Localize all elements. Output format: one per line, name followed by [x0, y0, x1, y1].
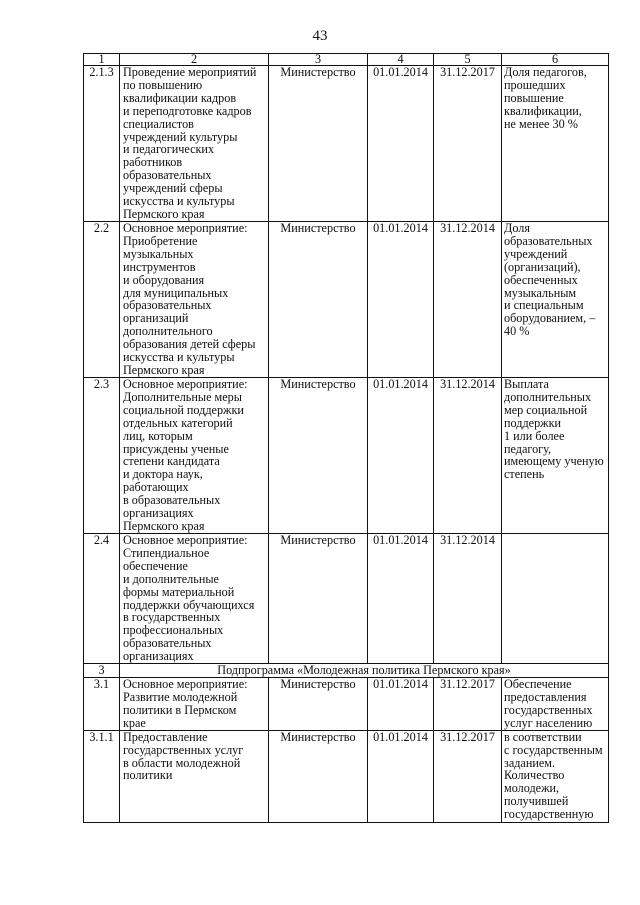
row-number: 2.4 [84, 534, 120, 664]
row-number: 3 [84, 664, 120, 678]
table-row [84, 678, 609, 731]
text-line: Дополнительные меры [123, 389, 242, 404]
indicator [502, 378, 609, 534]
executor: Министерство [269, 66, 368, 222]
text-line: Проведение мероприятий [123, 65, 257, 79]
text-line: дополнительного [123, 324, 213, 339]
text-line: и педагогических [123, 142, 215, 157]
text-line: 1 или более [504, 428, 565, 443]
executor: Министерство [269, 730, 368, 822]
text-line: искусства и культуры [123, 194, 235, 209]
text-line: организаций [123, 311, 189, 326]
activity-name [120, 378, 269, 534]
text-line: и специальным [504, 298, 584, 313]
indicator [502, 678, 609, 731]
text-line: Пермского края [123, 362, 205, 377]
text-line: в образовательных [123, 493, 221, 508]
activity-name [120, 730, 269, 822]
text-line: Доля [504, 221, 530, 235]
text-line: в области молодежной [123, 755, 241, 770]
text-line: политики в Пермском [123, 702, 237, 717]
text-line: степени кандидата [123, 454, 220, 469]
text-line: педагогу, [504, 441, 552, 456]
executor: Министерство [269, 678, 368, 731]
text-line: Выплата [504, 377, 549, 391]
table-row [84, 222, 609, 378]
activity-name [120, 534, 269, 664]
text-line: степень [504, 467, 545, 482]
start-date: 01.01.2014 [368, 222, 434, 378]
column-number: 2 [120, 54, 269, 66]
end-date: 31.12.2017 [434, 66, 502, 222]
start-date: 01.01.2014 [368, 678, 434, 731]
text-line: повышение [504, 90, 564, 105]
text-line: государственную [504, 807, 594, 822]
text-line: образовательных [123, 298, 212, 313]
text-line: политики [123, 768, 173, 783]
row-number: 2.2 [84, 222, 120, 378]
start-date: 01.01.2014 [368, 66, 434, 222]
text-line: отдельных категорий [123, 415, 233, 430]
activity-name [120, 222, 269, 378]
text-line: не менее 30 % [504, 116, 578, 131]
text-line: Развитие молодежной [123, 689, 238, 704]
text-line: Основное мероприятие: [123, 377, 248, 391]
executor: Министерство [269, 534, 368, 664]
column-number: 1 [84, 54, 120, 66]
text-line: обеспечение [123, 558, 188, 573]
text-line: заданием. [504, 755, 556, 770]
column-number: 3 [269, 54, 368, 66]
row-number: 3.1.1 [84, 730, 120, 822]
subprogram-title: Подпрограмма «Молодежная политика Пермского края» [120, 664, 609, 678]
text-line: работников [123, 155, 183, 170]
text-line: поддержки обучающихся [123, 597, 255, 612]
text-line: предоставления [504, 689, 587, 704]
text-line: и переподготовке кадров [123, 103, 252, 118]
text-line: молодежи, [504, 781, 560, 796]
end-date: 31.12.2014 [434, 378, 502, 534]
text-line: услуг населению [504, 715, 593, 730]
text-line: крае [123, 715, 146, 730]
text-line: квалификации кадров [123, 90, 237, 105]
text-line: работающих [123, 480, 189, 495]
indicator [502, 66, 609, 222]
text-line: Пермского края [123, 206, 205, 221]
text-line: организациях [123, 506, 194, 521]
column-number: 6 [502, 54, 609, 66]
text-line: в государственных [123, 610, 221, 625]
text-line: дополнительных [504, 389, 592, 404]
text-line: образования детей сферы [123, 337, 256, 352]
text-line: Стипендиальное [123, 545, 210, 560]
subprogram-row [84, 664, 609, 678]
program-table [83, 53, 609, 823]
text-line: и дополнительные [123, 571, 219, 586]
text-line: образовательных [504, 233, 593, 248]
text-line: лиц, которым [123, 428, 193, 443]
start-date: 01.01.2014 [368, 534, 434, 664]
row-number: 3.1 [84, 678, 120, 731]
text-line: музыкальных [123, 246, 194, 261]
text-line: инструментов [123, 259, 196, 274]
text-line: государственных [504, 702, 593, 717]
row-number: 2.1.3 [84, 66, 120, 222]
indicator [502, 534, 609, 664]
end-date: 31.12.2014 [434, 534, 502, 664]
text-line: имеющему ученую [504, 454, 604, 469]
text-line: оборудованием, – [504, 311, 596, 326]
text-line: искусства и культуры [123, 350, 235, 365]
table-row [84, 730, 609, 822]
text-line: Основное мероприятие: [123, 533, 248, 547]
end-date: 31.12.2014 [434, 222, 502, 378]
column-number: 4 [368, 54, 434, 66]
table-row [84, 534, 609, 664]
text-line: обеспеченных [504, 272, 578, 287]
text-line: квалификации, [504, 103, 582, 118]
executor: Министерство [269, 378, 368, 534]
column-number: 5 [434, 54, 502, 66]
text-line: организациях [123, 649, 194, 664]
text-line: Пермского края [123, 518, 205, 533]
indicator [502, 222, 609, 378]
end-date: 31.12.2017 [434, 730, 502, 822]
page-number: 43 [312, 28, 328, 44]
text-line: учреждений [504, 246, 568, 261]
text-line: получившей [504, 794, 569, 809]
text-line: учреждений сферы [123, 181, 223, 196]
text-line: профессиональных [123, 623, 224, 638]
text-line: Приобретение [123, 233, 198, 248]
activity-name [120, 678, 269, 731]
table-row [84, 378, 609, 534]
text-line: учреждений культуры [123, 129, 238, 144]
text-line: социальной поддержки [123, 402, 244, 417]
row-number: 2.3 [84, 378, 120, 534]
text-line: Основное мероприятие: [123, 677, 248, 692]
text-line: и оборудования [123, 272, 205, 287]
text-line: формы материальной [123, 584, 235, 599]
text-line: по повышению [123, 77, 203, 92]
table-row [84, 66, 609, 222]
text-line: присуждены ученые [123, 441, 229, 456]
text-line: образовательных [123, 168, 212, 183]
start-date: 01.01.2014 [368, 378, 434, 534]
column-number-row [84, 54, 609, 66]
activity-name [120, 66, 269, 222]
text-line: образовательных [123, 636, 212, 651]
text-line: поддержки [504, 415, 562, 430]
text-line: в соответствии [504, 730, 582, 744]
text-line: мер социальной [504, 402, 588, 417]
text-line: Основное мероприятие: [123, 221, 248, 235]
text-line: Обеспечение [504, 677, 572, 692]
text-line: специалистов [123, 116, 194, 131]
text-line: с государственным [504, 742, 603, 757]
text-line: (организаций), [504, 259, 581, 274]
text-line: государственных услуг [123, 742, 244, 757]
text-line: Количество [504, 768, 565, 783]
text-line: для муниципальных [123, 285, 229, 300]
text-line: музыкальным [504, 285, 577, 300]
text-line: 40 % [504, 324, 530, 339]
text-line: Предоставление [123, 730, 208, 744]
start-date: 01.01.2014 [368, 730, 434, 822]
text-line: и доктора наук, [123, 467, 203, 482]
text-line: Доля педагогов, [504, 65, 587, 79]
end-date: 31.12.2017 [434, 678, 502, 731]
text-line: прошедших [504, 77, 566, 92]
indicator [502, 730, 609, 822]
executor: Министерство [269, 222, 368, 378]
